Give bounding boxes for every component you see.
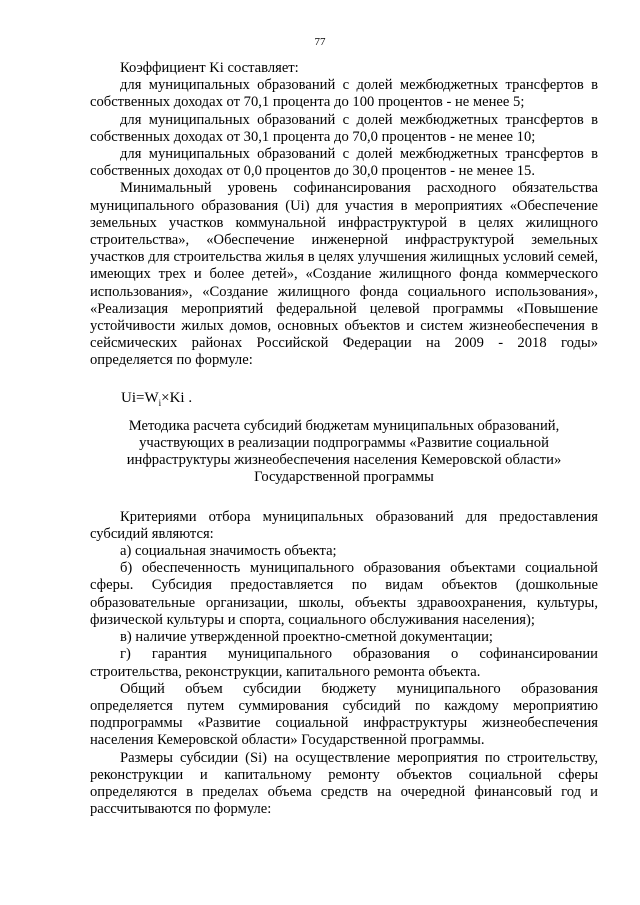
formula-left: Ui=W — [121, 389, 159, 406]
formula-sub: i — [158, 397, 162, 408]
paragraph: Коэффициент Ki составляет: — [120, 60, 299, 76]
paragraph: Общий объем субсидии бюджету муниципального образования определяется путем суммирования субсидий по каждому мероприятию подпрограммы «Развитие социальной инфраструктуры жизнеобеспечения населения Кемеровской области» Государственной программы. — [90, 680, 598, 749]
paragraph: для муниципальных образований с долей межбюджетных трансфертов в собственных доходах от 0,0 процентов до 30,0 процентов - не менее 15. — [90, 146, 598, 180]
list-item: в) наличие утвержденной проектно-сметной документации; — [120, 629, 493, 646]
list-item: б) обеспеченность муниципального образования объектами социальной сферы. Субсидия предоставляется по видам объектов (дошкольные образовательные организации, школы, объекты здравоохранения, культуры, физической культуры и спорта, социального обслуживания населения); — [90, 560, 598, 628]
paragraph: для муниципальных образований с долей межбюджетных трансфертов в собственных доходах от 30,1 процента до 70,0 процентов - не менее 10; — [90, 111, 598, 145]
list-item: г) гарантия муниципального образования о софинансировании строительства, реконструкции, капитального ремонта объекта. — [90, 646, 598, 680]
document-body — [90, 60, 598, 818]
paragraph: Критериями отбора муниципальных образований для предоставления субсидий являются: — [90, 508, 598, 542]
formula — [121, 390, 598, 412]
paragraph: Минимальный уровень софинансирования расходного обязательства муниципального образования (Ui) для участия в мероприятиях «Обеспечение земельных участков коммунальной инфраструктурой в целях жилищного строительства», «Обеспечение инженерной инфраструктурой земельных участков для строительства жилья в целях улучшения жилищных условий семей, имеющих трех и более детей», «Создание жилищного фонда коммерческого использования», «Создание жилищного фонда социального использования», «Реализация мероприятий федеральной целевой программы «Повышение устойчивости жилых домов, основных объектов и систем жизнеобеспечения в сейсмических районах Российской Федерации на 2009 - 2018 годы» определяется по формуле: — [90, 180, 598, 369]
formula-right: ×Ki . — [161, 389, 193, 406]
section-heading: Методика расчета субсидий бюджетам муниципальных образований, участвующих в реализации подпрограммы «Развитие социальной инфраструктуры жизнеобеспечения населения Кемеровской области» Государственной программы — [126, 417, 562, 486]
paragraph: Размеры субсидии (Si) на осуществление мероприятия по строительству, реконструкции и капитальному ремонту объектов социальной сферы определяются в пределах объема средств на очередной финансовый год и рассчитываются по формуле: — [90, 749, 598, 818]
list-item: а) социальная значимость объекта; — [120, 543, 337, 560]
paragraph: для муниципальных образований с долей межбюджетных трансфертов в собственных доходах от 70,1 процента до 100 процентов - не менее 5; — [90, 77, 598, 111]
page-number: 77 — [314, 36, 326, 48]
